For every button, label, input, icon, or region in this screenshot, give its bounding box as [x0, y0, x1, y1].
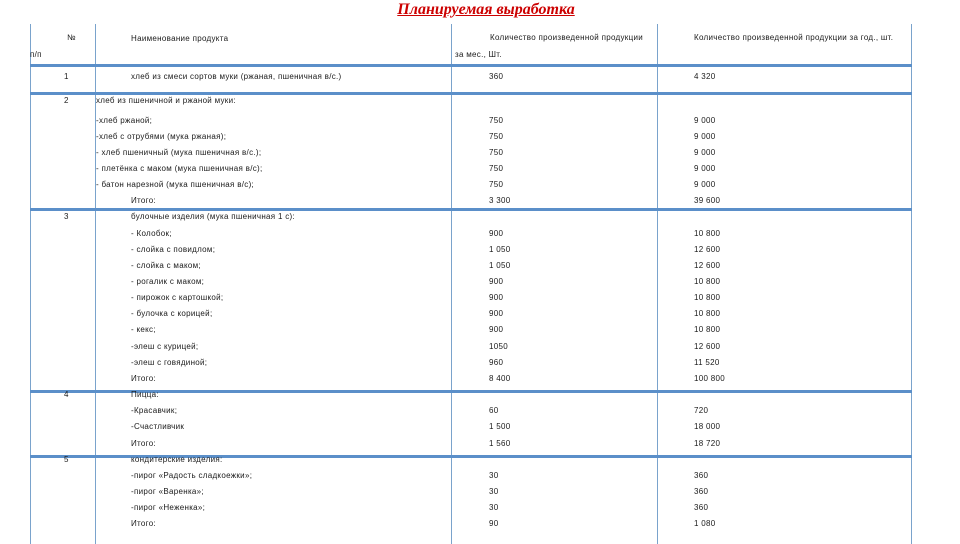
row-year-qty: 10 800 — [694, 293, 721, 302]
row-year-qty: 18 000 — [694, 422, 721, 431]
row-product-name: кондитерские изделия: — [131, 455, 223, 464]
row-number: 1 — [64, 72, 69, 81]
row-year-qty: 10 800 — [694, 229, 721, 238]
row-year-qty: 1 080 — [694, 519, 716, 528]
row-year-qty: 18 720 — [694, 439, 721, 448]
header-month-sub: за мес., Шт. — [455, 50, 502, 59]
row-month-qty: 900 — [489, 229, 504, 238]
row-month-qty: 60 — [489, 406, 499, 415]
row-product-name: Пицца: — [131, 390, 159, 399]
row-month-qty: 750 — [489, 148, 504, 157]
row-product-name: Итого: — [131, 374, 156, 383]
row-month-qty: 1 560 — [489, 439, 511, 448]
header-num-sub: п/п — [30, 50, 42, 59]
production-table — [30, 24, 912, 544]
row-product-name: - слойка с повидлом; — [131, 245, 216, 254]
row-month-qty: 960 — [489, 358, 504, 367]
row-month-qty: 30 — [489, 503, 499, 512]
row-month-qty: 1 500 — [489, 422, 511, 431]
row-year-qty: 360 — [694, 471, 709, 480]
row-product-name: - пирожок с картошкой; — [131, 293, 224, 302]
header-product: Наименование продукта — [131, 34, 229, 43]
row-product-name: - Колобок; — [131, 229, 172, 238]
column-divider — [451, 24, 452, 544]
row-product-name: -хлеб ржаной; — [96, 116, 153, 125]
row-year-qty: 12 600 — [694, 342, 721, 351]
row-product-name: Итого: — [131, 519, 156, 528]
page-title: Планируемая выработка — [397, 1, 575, 18]
row-year-qty: 11 520 — [694, 358, 720, 367]
row-month-qty: 750 — [489, 164, 504, 173]
row-month-qty: 750 — [489, 116, 504, 125]
row-product-name: -элеш с курицей; — [131, 342, 199, 351]
row-year-qty: 12 600 — [694, 261, 721, 270]
row-product-name: хлеб из пшеничной и ржаной муки: — [96, 96, 236, 105]
row-year-qty: 100 800 — [694, 374, 726, 383]
table-border-left — [30, 24, 31, 544]
row-month-qty: 360 — [489, 72, 504, 81]
table-border-right — [911, 24, 912, 544]
row-month-qty: 1050 — [489, 342, 508, 351]
row-product-name: хлеб из смеси сортов муки (ржаная, пшеничная в/с.) — [131, 72, 342, 81]
row-month-qty: 900 — [489, 325, 504, 334]
row-divider — [30, 208, 912, 211]
row-number: 3 — [64, 212, 69, 221]
row-year-qty: 4 320 — [694, 72, 716, 81]
row-year-qty: 360 — [694, 487, 709, 496]
row-product-name: -пирог «Варенка»; — [131, 487, 204, 496]
row-year-qty: 9 000 — [694, 180, 716, 189]
row-product-name: - рогалик с маком; — [131, 277, 205, 286]
row-product-name: Итого: — [131, 196, 156, 205]
row-year-qty: 39 600 — [694, 196, 721, 205]
row-number: 5 — [64, 455, 69, 464]
row-product-name: - слойка с маком; — [131, 261, 201, 270]
row-number: 2 — [64, 96, 69, 105]
row-year-qty: 12 600 — [694, 245, 721, 254]
row-product-name: -пирог «Радость сладкоежки»; — [131, 471, 253, 480]
row-month-qty: 750 — [489, 132, 504, 141]
row-year-qty: 720 — [694, 406, 709, 415]
row-divider — [30, 92, 912, 95]
row-month-qty: 8 400 — [489, 374, 511, 383]
row-month-qty: 750 — [489, 180, 504, 189]
header-year: Количество произведенной продукции за год., шт. — [694, 33, 894, 42]
row-month-qty: 1 050 — [489, 245, 511, 254]
header-month: Количество произведенной продукции — [490, 33, 644, 42]
row-year-qty: 10 800 — [694, 277, 721, 286]
row-year-qty: 10 800 — [694, 325, 721, 334]
row-product-name: -хлеб с отрубями (мука ржаная); — [96, 132, 227, 141]
row-year-qty: 9 000 — [694, 132, 716, 141]
column-divider — [657, 24, 658, 544]
row-year-qty: 360 — [694, 503, 709, 512]
row-product-name: -элеш с говядиной; — [131, 358, 208, 367]
row-divider — [30, 64, 912, 67]
row-product-name: -пирог «Неженка»; — [131, 503, 206, 512]
row-month-qty: 3 300 — [489, 196, 511, 205]
row-product-name: - плетёнка с маком (мука пшеничная в/с); — [96, 164, 263, 173]
row-number: 4 — [64, 390, 69, 399]
row-month-qty: 900 — [489, 293, 504, 302]
row-year-qty: 10 800 — [694, 309, 721, 318]
header-num: № — [67, 33, 76, 42]
row-month-qty: 30 — [489, 487, 499, 496]
row-month-qty: 900 — [489, 309, 504, 318]
row-year-qty: 9 000 — [694, 116, 716, 125]
row-product-name: - батон нарезной (мука пшеничная в/с); — [96, 180, 255, 189]
row-month-qty: 1 050 — [489, 261, 511, 270]
row-product-name: Итого: — [131, 439, 156, 448]
row-product-name: -Счастливчик — [131, 422, 185, 431]
row-product-name: - булочка с корицей; — [131, 309, 213, 318]
row-divider — [30, 390, 912, 393]
row-product-name: - кекс; — [131, 325, 156, 334]
row-product-name: булочные изделия (мука пшеничная 1 с): — [131, 212, 296, 221]
row-product-name: - хлеб пшеничный (мука пшеничная в/с.); — [96, 148, 262, 157]
row-product-name: -Красавчик; — [131, 406, 178, 415]
row-year-qty: 9 000 — [694, 164, 716, 173]
row-month-qty: 90 — [489, 519, 499, 528]
row-month-qty: 900 — [489, 277, 504, 286]
row-month-qty: 30 — [489, 471, 499, 480]
row-year-qty: 9 000 — [694, 148, 716, 157]
